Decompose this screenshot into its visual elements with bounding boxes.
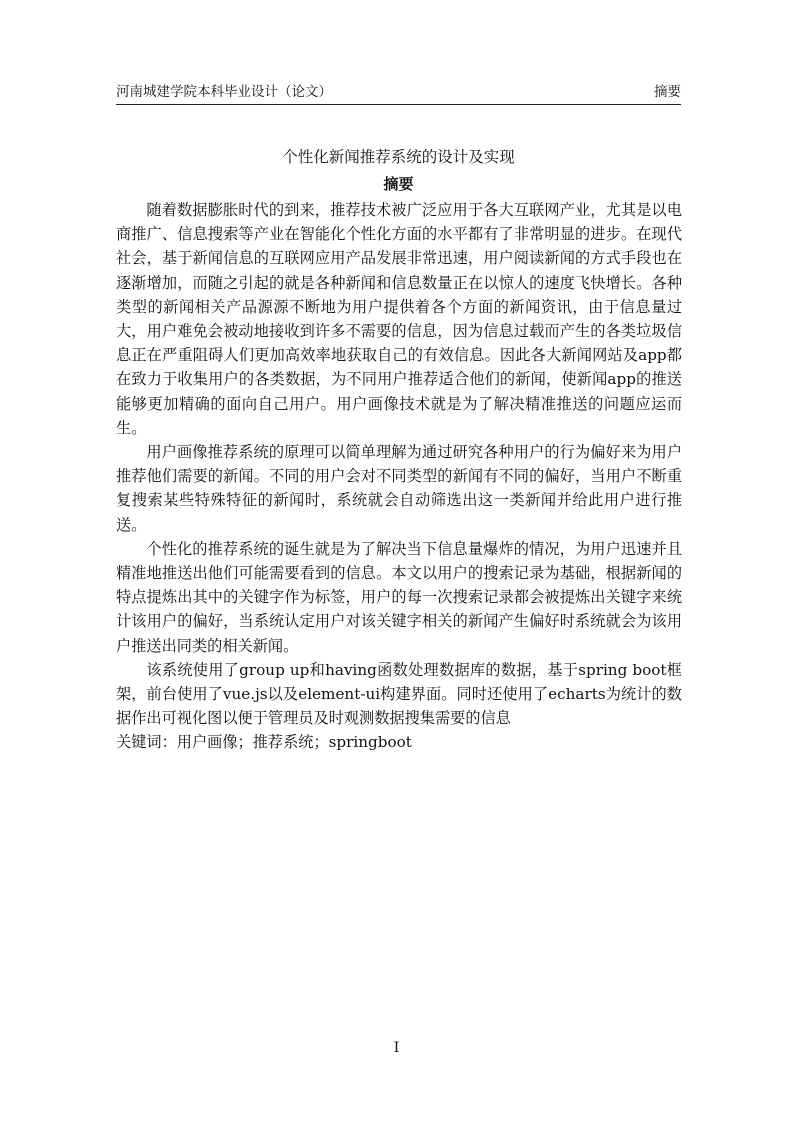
abstract-paragraph-1: 随着数据膨胀时代的到来，推荐技术被广泛应用于各大互联网产业，尤其是以电商推广、信息搜索等产业在智能化个性化方面的水平都有了非常明显的进步。在现代社会，基于新闻信息的互联网应用产品发展非常迅速，用户阅读新闻的方式手段也在逐渐增加，而随之引起的就是各种新闻和信息数量正在以惊人的速度飞快增长。各种类型的新闻相关产品源源不断地为用户提供着各个方面的新闻资讯，由于信息量过大，用户难免会被动地接收到许多不需要的信息，因为信息过载而产生的各类垃圾信息正在严重阻碍人们更加高效率地获取自己的有效信息。因此各大新闻网站及app都在致力于收集用户的各类数据，为不同用户推荐适合他们的新闻，使新闻app的推送能够更加精确的面向自己用户。用户画像技术就是为了解决精准推送的问题应运而生。: [116, 201, 682, 437]
paper-title: 个性化新闻推荐系统的设计及实现: [282, 148, 515, 166]
abstract-heading: 摘要: [383, 175, 414, 193]
abstract-paragraph-3: 个性化的推荐系统的诞生就是为了解决当下信息量爆炸的情况，为用户迅速并且精准地推送出他们可能需要看到的信息。本文以用户的搜索记录为基础，根据新闻的特点提炼出其中的关键字作为标签，用户的每一次搜索记录都会被提炼出关键字来统计该用户的偏好，当系统认定用户对该关键字相关的新闻产生偏好时系统就会为该用户推送出同类的相关新闻。: [116, 539, 682, 655]
abstract-body: [116, 198, 682, 755]
page-header: [116, 82, 681, 105]
abstract-paragraph-2: 用户画像推荐系统的原理可以简单理解为通过研究各种用户的行为偏好来为用户推荐他们需要的新闻。不同的用户会对不同类型的新闻有不同的偏好，当用户不断重复搜索某些特殊特征的新闻时，系统就会自动筛选出这一类新闻并给此用户进行推送。: [116, 443, 682, 534]
keywords-line: 关键词：用户画像；推荐系统；springboot: [116, 733, 412, 752]
header-institution: 河南城建学院本科毕业设计（论文）: [116, 84, 332, 100]
abstract-paragraph-4: 该系统使用了group up和having函数处理数据库的数据，基于spring boot框架，前台使用了vue.js以及element-ui构建界面。同时还使用了echarts为统计的数据作出可视化图以便于管理员及时观测数据搜集需要的信息: [116, 660, 682, 728]
header-section: 摘要: [654, 84, 681, 100]
page-number: I: [393, 1040, 400, 1056]
